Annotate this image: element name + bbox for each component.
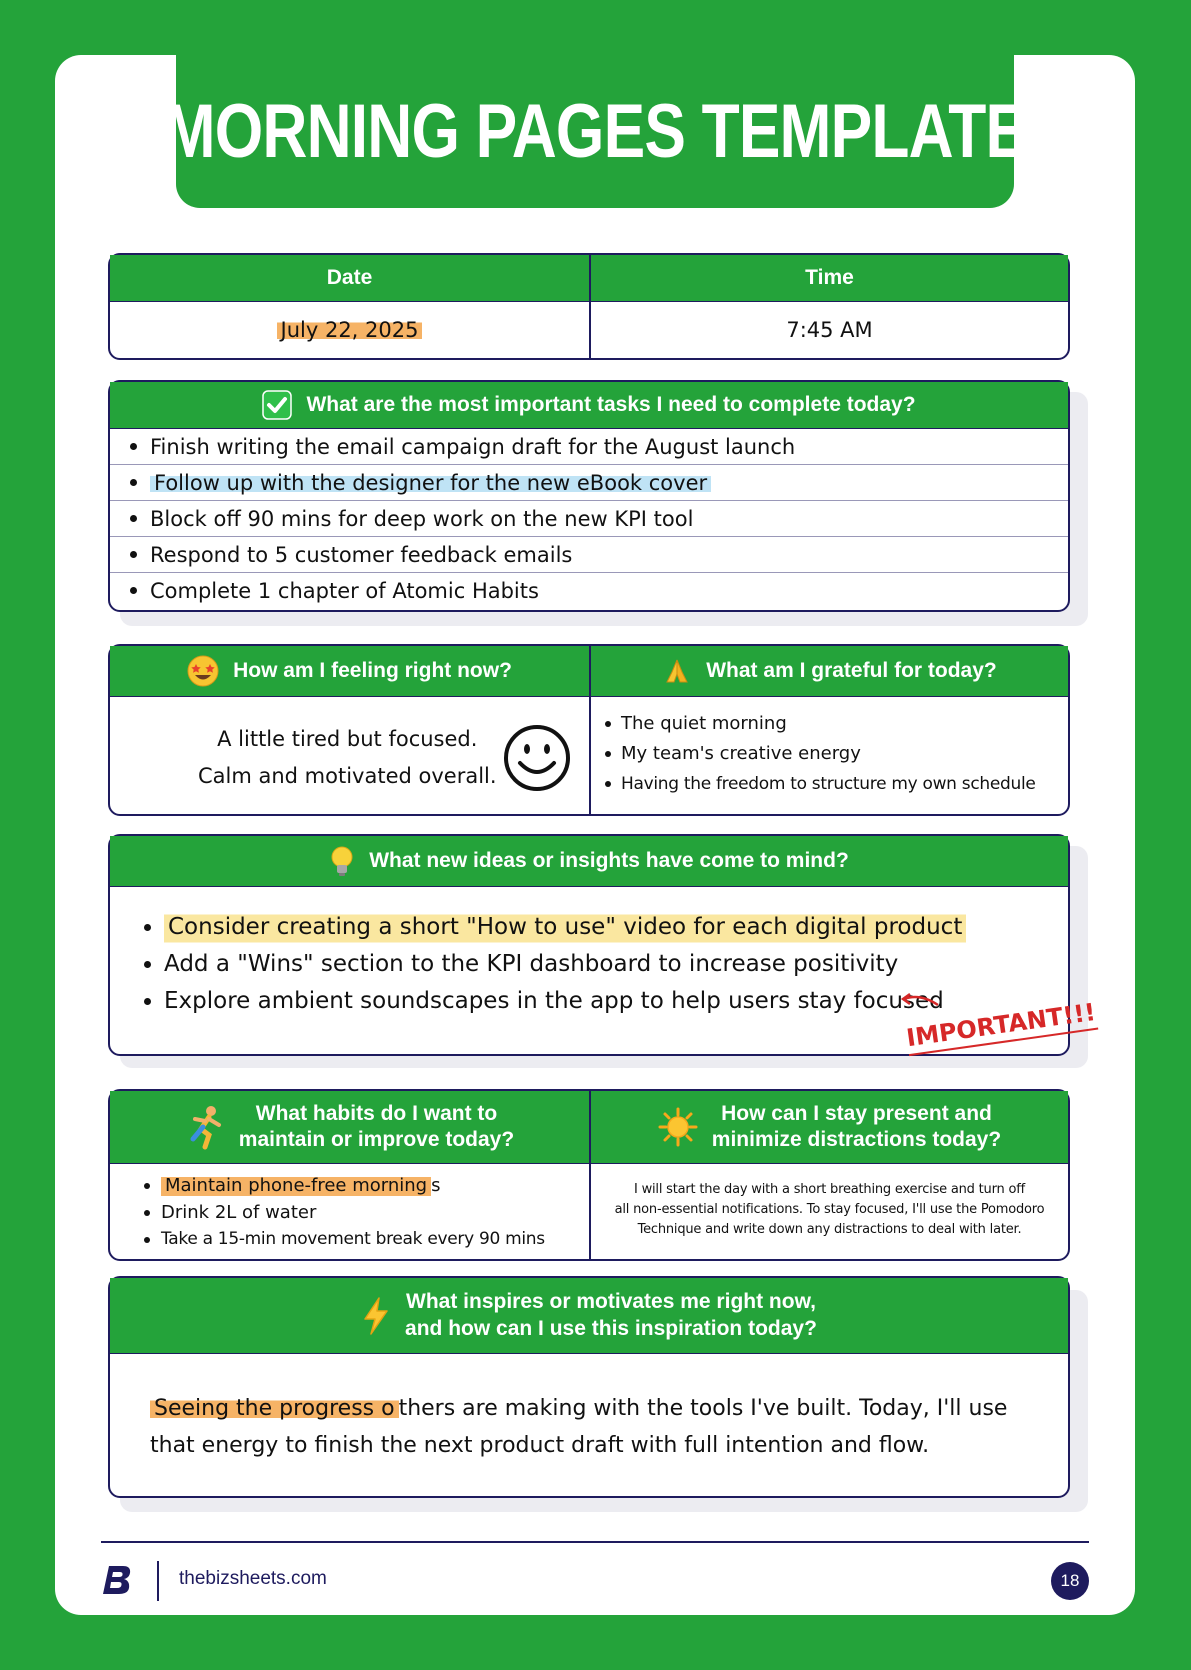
time-value: 7:45 AM bbox=[786, 318, 873, 342]
habits-present-card bbox=[108, 1089, 1070, 1261]
date-value: July 22, 2025 bbox=[277, 318, 423, 342]
page-title: MORNING PAGES TEMPLATE bbox=[163, 89, 1027, 174]
tasks-card bbox=[108, 380, 1070, 612]
arrow-icon bbox=[900, 991, 940, 1015]
habit-item: Take a 15-min movement break every 90 mins bbox=[144, 1226, 589, 1253]
habits-header bbox=[110, 1091, 589, 1163]
present-question-line-1: How can I stay present and bbox=[721, 1101, 992, 1125]
grateful-header bbox=[589, 646, 1068, 696]
time-header: Time bbox=[589, 255, 1068, 301]
smiley-face-icon bbox=[502, 723, 572, 797]
inspire-answer-line-1: Seeing the progress o thers are making with the tools I've built. Today, I'll use bbox=[150, 1390, 1007, 1427]
present-answer-line-1: I will start the day with a short breathing exercise and turn off bbox=[634, 1182, 1025, 1197]
grateful-item: My team's creative energy bbox=[605, 739, 1068, 769]
folded-hands-icon bbox=[662, 656, 692, 686]
ideas-card bbox=[108, 834, 1098, 1056]
habits-question-line-1: What habits do I want to bbox=[255, 1101, 498, 1125]
footer-url[interactable]: thebizsheets.com bbox=[179, 1568, 327, 1589]
footer-divider-line bbox=[101, 1541, 1089, 1543]
grateful-item: The quiet morning bbox=[605, 709, 1068, 739]
habit-item: Maintain phone-free morning s bbox=[144, 1172, 589, 1199]
date-time-card bbox=[108, 253, 1070, 360]
idea-item: Add a "Wins" section to the KPI dashboard to increase positivity bbox=[144, 946, 966, 983]
bizsheets-logo-icon bbox=[101, 1563, 135, 1597]
present-header bbox=[589, 1091, 1068, 1163]
inspire-question-line-1: What inspires or motivates me right now, bbox=[406, 1290, 816, 1314]
present-answer-line-3: Technique and write down any distractions to deal with later. bbox=[637, 1222, 1022, 1237]
important-annotation: IMPORTANT!!! bbox=[905, 998, 1098, 1056]
runner-icon bbox=[185, 1105, 225, 1149]
task-item: Follow up with the designer for the new eBook cover bbox=[110, 464, 1068, 500]
date-header: Date bbox=[110, 255, 589, 301]
grateful-question: What am I grateful for today? bbox=[706, 658, 997, 682]
footer-vertical-divider bbox=[157, 1561, 159, 1601]
feeling-line-1: A little tired but focused. bbox=[217, 727, 478, 751]
feeling-question: How am I feeling right now? bbox=[233, 658, 512, 682]
title-banner bbox=[163, 55, 1027, 208]
lightning-icon bbox=[361, 1296, 391, 1336]
inspire-question-line-2: and how can I use this inspiration today? bbox=[405, 1316, 817, 1340]
task-item: Finish writing the email campaign draft for the August launch bbox=[110, 428, 1068, 464]
feeling-header bbox=[110, 646, 589, 696]
present-answer-line-2: all non-essential notifications. To stay focused, I'll use the Pomodoro bbox=[614, 1202, 1045, 1217]
sun-icon bbox=[658, 1107, 698, 1147]
star-struck-face-icon bbox=[187, 655, 219, 687]
task-item: Block off 90 mins for deep work on the new KPI tool bbox=[110, 500, 1068, 536]
inspire-card bbox=[108, 1276, 1070, 1498]
feeling-grateful-card bbox=[108, 644, 1070, 816]
task-item: Complete 1 chapter of Atomic Habits bbox=[110, 572, 1068, 608]
present-question-line-2: minimize distractions today? bbox=[711, 1128, 1002, 1151]
habit-item: Drink 2L of water bbox=[144, 1199, 589, 1226]
tasks-question: What are the most important tasks I need to complete today? bbox=[306, 392, 916, 416]
check-box-icon bbox=[262, 390, 292, 420]
idea-item: Consider creating a short "How to use" video for each digital product bbox=[144, 909, 966, 946]
task-item: Respond to 5 customer feedback emails bbox=[110, 536, 1068, 572]
ideas-question: What new ideas or insights have come to mind? bbox=[369, 848, 849, 872]
light-bulb-icon bbox=[329, 845, 355, 877]
grateful-item: Having the freedom to structure my own schedule bbox=[605, 769, 1068, 799]
habits-question-line-2: maintain or improve today? bbox=[238, 1128, 515, 1151]
feeling-line-2: Calm and motivated overall. bbox=[198, 764, 497, 788]
idea-item: Explore ambient soundscapes in the app to help users stay focused bbox=[144, 983, 966, 1020]
page-number-badge: 18 bbox=[1051, 1562, 1089, 1600]
inspire-answer-line-2: that energy to finish the next product draft with full intention and flow. bbox=[150, 1433, 930, 1458]
